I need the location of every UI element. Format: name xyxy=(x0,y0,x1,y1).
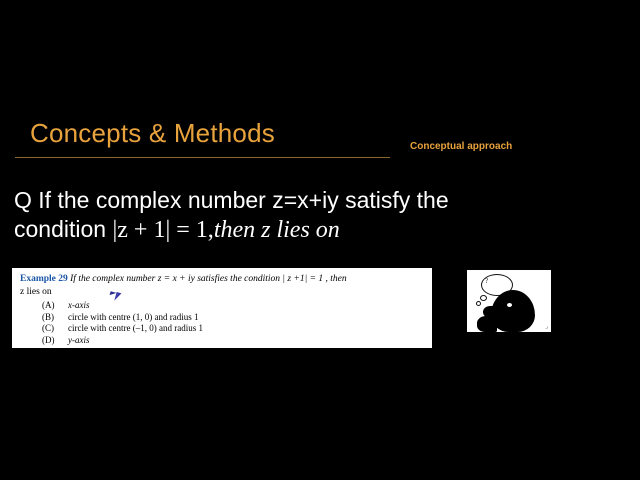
excerpt-options xyxy=(20,300,424,346)
option-key: (C) xyxy=(42,323,54,333)
title-divider xyxy=(15,157,390,158)
question-line1: Q If the complex number z=x+iy satisfy the xyxy=(14,187,449,213)
list-item xyxy=(20,312,424,324)
approach-label: Conceptual approach xyxy=(410,141,513,152)
page-title: Concepts & Methods xyxy=(30,118,275,148)
option-text: x-axis xyxy=(68,300,90,310)
excerpt-second-line: z lies on xyxy=(20,287,52,297)
list-item xyxy=(20,323,424,335)
eye-icon xyxy=(507,303,512,307)
option-key: (D) xyxy=(42,334,55,345)
option-key: (A) xyxy=(42,300,55,310)
excerpt-statement: If the complex number z = x + iy satisfies the condition | z +1| = 1 , then xyxy=(70,274,347,284)
question-line2-plain: condition xyxy=(14,216,113,242)
thought-bubble-text: ? xyxy=(485,277,489,285)
thought-bubble-dot-large-icon xyxy=(480,295,487,301)
hand-icon xyxy=(477,316,497,332)
thought-bubble-dot-small-icon xyxy=(476,301,481,306)
list-item xyxy=(20,335,424,347)
question-line2-italic: then z lies on xyxy=(213,217,340,243)
book-excerpt xyxy=(12,268,432,348)
thinking-person-image xyxy=(467,270,551,332)
option-text: circle with centre (1, 0) and radius 1 xyxy=(68,311,199,322)
list-item xyxy=(20,300,424,312)
question-line2-math: |z + 1| = 1, xyxy=(112,217,214,243)
option-text: y-axis xyxy=(68,334,90,345)
option-text: circle with centre (–1, 0) and radius 1 xyxy=(68,323,203,333)
question-text xyxy=(14,186,630,245)
excerpt-first-line xyxy=(20,273,424,285)
head-silhouette-icon xyxy=(491,290,535,332)
image-corner-mark: ⌟ xyxy=(545,324,548,330)
option-key: (B) xyxy=(42,311,54,322)
excerpt-label: Example 29 xyxy=(20,274,68,284)
